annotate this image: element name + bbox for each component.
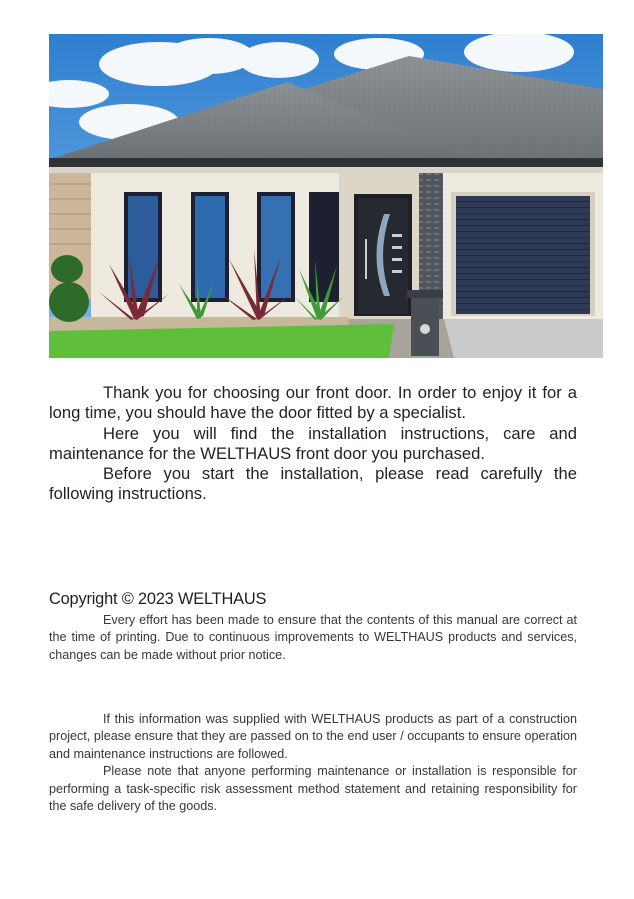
driveway xyxy=(444,319,603,358)
house-photo xyxy=(49,34,603,358)
copyright-title: Copyright © 2023 WELTHAUS xyxy=(49,590,267,608)
intro-text xyxy=(49,383,577,505)
front-door xyxy=(354,194,412,316)
mailbox xyxy=(407,290,443,356)
supply-notice xyxy=(49,711,577,815)
intro-paragraph: Thank you for choosing our front door. In order to enjoy it for a long time, you should have the door fitted by a specialist. xyxy=(49,383,577,423)
copyright-body xyxy=(49,612,577,664)
fascia xyxy=(49,158,603,167)
supply-paragraph: Please note that anyone performing maintenance or installation is responsible for performing a task-specific risk assessment method statement and retaining responsibility for the safe delivery of the goods. xyxy=(49,764,577,814)
intro-paragraph: Here you will find the installation instructions, care and maintenance for the WELTHAUS front door you purchased. xyxy=(49,423,577,463)
supply-paragraph: If this information was supplied with WELTHAUS products as part of a construction project, please ensure that they are passed on to the end user / occupants to ensure operation and maintenance instructions are followed. xyxy=(49,712,577,761)
garage-door xyxy=(456,196,590,314)
intro-paragraph: Before you start the installation, please read carefully the following instructions. xyxy=(49,464,577,504)
copyright-paragraph: Every effort has been made to ensure that the contents of this manual are correct at the time of printing. Due to continuous improvements to WELTHAUS products and services, changes can be made without prior notice. xyxy=(49,613,577,662)
